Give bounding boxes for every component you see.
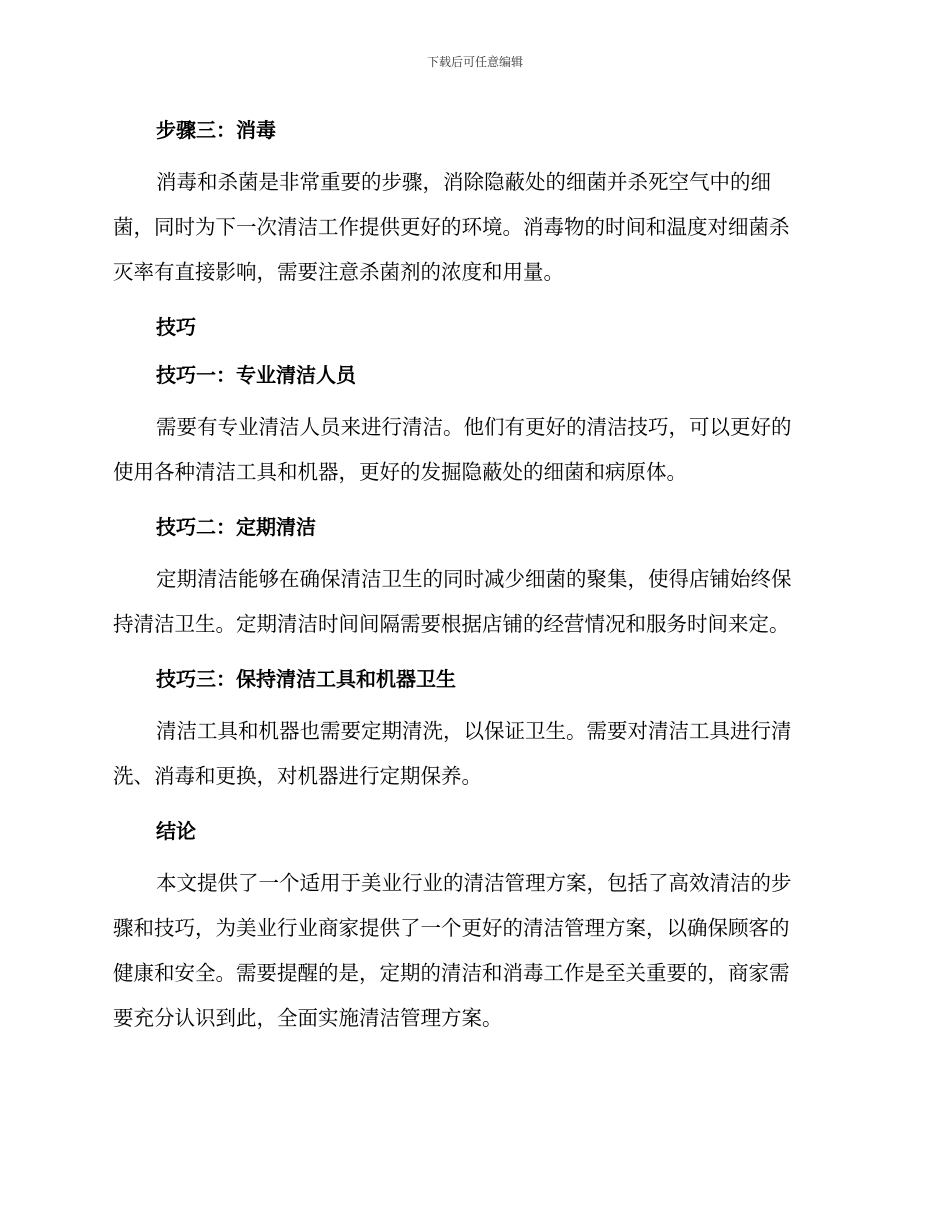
paragraph-line: 灭率有直接影响，需要注意杀菌剂的浓度和用量。	[113, 260, 564, 284]
paragraph-line: 消毒和杀菌是非常重要的步骤，消除隐蔽处的细菌并杀死空气中的细	[156, 170, 771, 194]
paragraph-tip1	[113, 405, 833, 495]
paragraph-line: 需要有专业清洁人员来进行清洁。他们有更好的清洁技巧，可以更好的	[156, 415, 792, 439]
paragraph-line: 持清洁卫生。定期清洁时间间隔需要根据店铺的经营情况和服务时间来定。	[113, 612, 790, 636]
paragraph-line: 健康和安全。需要提醒的是，定期的清洁和消毒工作是至关重要的，商家需	[113, 961, 790, 985]
document-body	[113, 112, 833, 1041]
paragraph-line: 骤和技巧，为美业行业商家提供了一个更好的清洁管理方案，以确保顾客的	[113, 916, 790, 940]
section-heading-conclusion: 结论	[156, 819, 196, 843]
page-header: 下载后可任意编辑	[426, 55, 523, 69]
section-heading-tips: 技巧	[156, 315, 196, 339]
paragraph-line: 定期清洁能够在确保清洁卫生的同时减少细菌的聚集，使得店铺始终保	[156, 567, 792, 591]
paragraph-tip2	[113, 557, 833, 647]
paragraph-line: 清洁工具和机器也需要定期清洗，以保证卫生。需要对清洁工具进行清	[156, 719, 792, 743]
section-heading-tip2: 技巧二：定期清洁	[156, 515, 316, 539]
paragraph-line: 使用各种清洁工具和机器，更好的发掘隐蔽处的细菌和病原体。	[113, 460, 687, 484]
paragraph-line: 本文提供了一个适用于美业行业的清洁管理方案，包括了高效清洁的步	[156, 871, 792, 895]
paragraph-line: 洗、消毒和更换，对机器进行定期保养。	[113, 764, 482, 788]
section-heading-tip1: 技巧一：专业清洁人员	[156, 363, 356, 387]
paragraph-conclusion	[113, 861, 833, 1041]
section-heading-tip3: 技巧三：保持清洁工具和机器卫生	[156, 667, 456, 691]
paragraph-tip3	[113, 709, 833, 799]
paragraph-line: 要充分认识到此，全面实施清洁管理方案。	[113, 1006, 503, 1030]
section-heading-step3: 步骤三：消毒	[156, 118, 276, 142]
paragraph-step3	[113, 160, 833, 295]
paragraph-line: 菌，同时为下一次清洁工作提供更好的环境。消毒物的时间和温度对细菌杀	[113, 215, 790, 239]
